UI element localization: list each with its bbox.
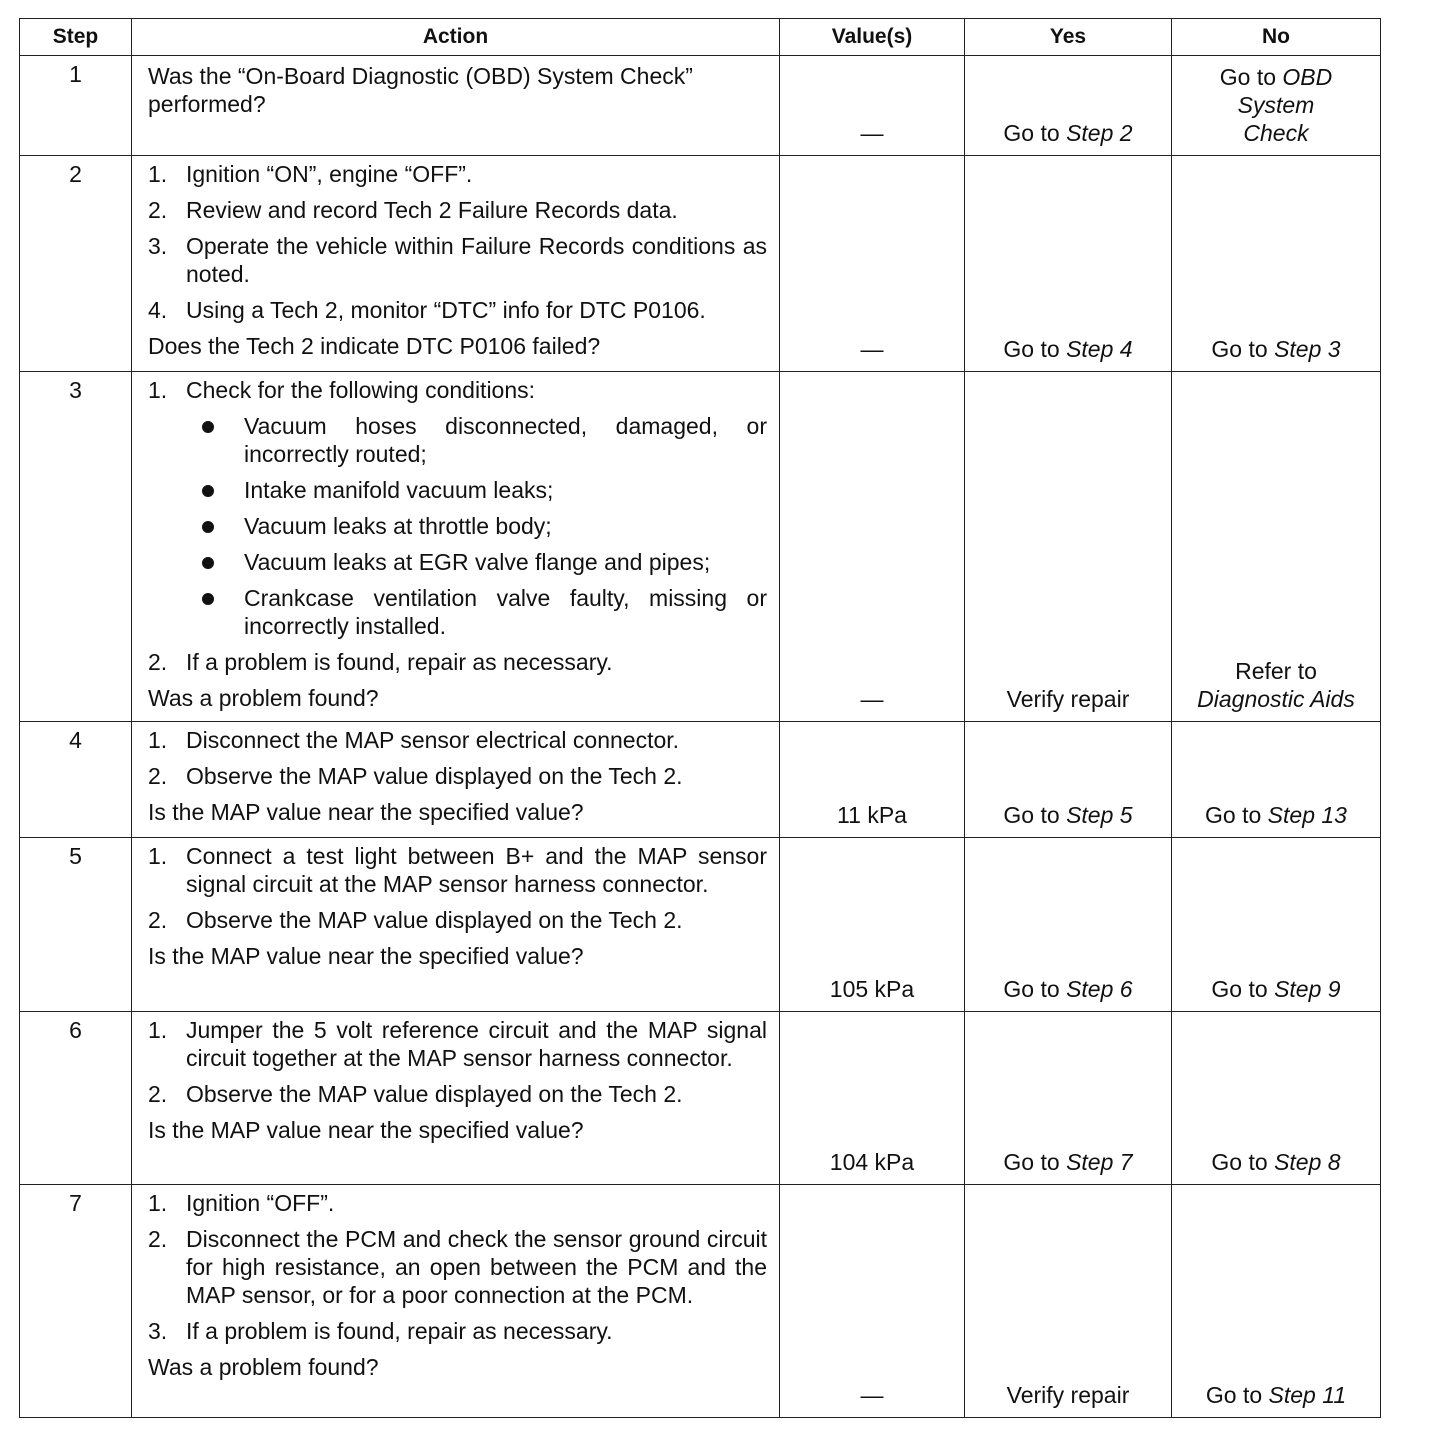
bullet-item [148,412,767,468]
item-text: Ignition “ON”, engine “OFF”. [186,161,473,187]
bullet-item [148,548,767,576]
no-text: Go to [1219,64,1283,90]
yes-cell [965,1012,1172,1185]
item-text: Observe the MAP value displayed on the Tech 2. [186,763,683,789]
no-ref: OBD System Check [1237,64,1333,146]
table-row [20,56,1381,156]
item-number: 2. [148,1226,168,1252]
item-number: 2. [148,197,168,223]
header-action: Action [132,19,780,56]
value-cell: — [780,1185,965,1418]
table-row [20,722,1381,838]
action-cell [132,1012,780,1185]
action-cell [132,156,780,372]
bullet-item [148,476,767,504]
table-row [20,372,1381,722]
value-cell: 105 kPa [780,838,965,1012]
no-text: Go to [1211,976,1275,1002]
yes-ref: Step 7 [1066,1149,1133,1175]
no-cell [1172,1185,1381,1418]
no-text: Go to [1211,336,1275,362]
header-row [20,19,1381,56]
action-item [148,842,767,898]
bullet-text: Vacuum hoses disconnected, damaged, or incorrectly routed; [244,413,767,467]
item-text: Disconnect the PCM and check the sensor ground circuit for high resistance, an open between the PCM and the MAP sensor, or for a poor connection at the PCM. [186,1226,767,1308]
item-text: If a problem is found, repair as necessary. [186,649,613,675]
yes-text: Go to [1003,976,1067,1002]
yes-cell [965,372,1172,722]
action-cell [132,56,780,156]
action-item [148,1225,767,1309]
yes-cell [965,722,1172,838]
item-text: Connect a test light between B+ and the MAP sensor signal circuit at the MAP sensor harness connector. [186,843,767,897]
bullet-text: Intake manifold vacuum leaks; [244,477,554,503]
no-cell [1172,56,1381,156]
value-cell: 104 kPa [780,1012,965,1185]
yes-text: Verify repair [1006,686,1130,712]
step-number: 3 [20,372,132,722]
action-item [148,1080,767,1108]
item-text: Observe the MAP value displayed on the Tech 2. [186,907,683,933]
no-cell [1172,1012,1381,1185]
no-text: Go to [1211,1149,1275,1175]
action-item [148,296,767,324]
item-number: 2. [148,1081,168,1107]
item-text: Operate the vehicle within Failure Records conditions as noted. [186,233,767,287]
item-text: Review and record Tech 2 Failure Records data. [186,197,678,223]
no-ref: Step 3 [1274,336,1341,362]
no-text: Refer to [1235,658,1317,684]
header-step: Step [20,19,132,56]
bullet-dot [202,521,214,533]
item-number: 1. [148,1190,168,1216]
yes-ref: Step 5 [1066,802,1133,828]
action-item [148,726,767,754]
item-number: 1. [148,161,168,187]
action-question: Is the MAP value near the specified value? [148,1117,584,1143]
action-item [148,1189,767,1217]
item-text: Disconnect the MAP sensor electrical connector. [186,727,680,753]
item-text: Check for the following conditions: [186,377,536,403]
bullet-text: Vacuum leaks at throttle body; [244,513,552,539]
item-text: If a problem is found, repair as necessary. [186,1318,613,1344]
diagnostic-table [19,18,1381,1418]
item-text: Jumper the 5 volt reference circuit and the MAP signal circuit together at the MAP sensor harness connector. [186,1017,767,1071]
bullet-text: Crankcase ventilation valve faulty, missing or incorrectly installed. [244,585,767,639]
action-item [148,648,767,676]
item-number: 1. [148,377,168,403]
action-item [148,1016,767,1072]
action-question: Was the “On-Board Diagnostic (OBD) System Check” performed? [148,63,693,117]
yes-cell [965,1185,1172,1418]
table-row [20,156,1381,372]
step-number: 2 [20,156,132,372]
value-cell: — [780,372,965,722]
item-text: Using a Tech 2, monitor “DTC” info for DTC P0106. [186,297,706,323]
item-number: 2. [148,907,168,933]
yes-text: Go to [1003,802,1067,828]
action-item [148,906,767,934]
header-no: No [1172,19,1381,56]
table-row [20,1012,1381,1185]
item-text: Observe the MAP value displayed on the Tech 2. [186,1081,683,1107]
item-number: 2. [148,763,168,789]
item-number: 4. [148,297,168,323]
action-cell [132,722,780,838]
action-item [148,232,767,288]
action-question: Is the MAP value near the specified value? [148,943,584,969]
no-cell [1172,372,1381,722]
yes-text: Verify repair [1006,1382,1130,1408]
table-row [20,838,1381,1012]
bullet-dot [202,485,214,497]
value-cell: — [780,156,965,372]
yes-cell [965,838,1172,1012]
action-question: Does the Tech 2 indicate DTC P0106 failed? [148,333,601,359]
action-item [148,196,767,224]
no-ref: Step 9 [1274,976,1341,1002]
step-number: 7 [20,1185,132,1418]
action-cell [132,1185,780,1418]
step-number: 1 [20,56,132,156]
value-cell: — [780,56,965,156]
yes-ref: Step 6 [1066,976,1133,1002]
no-text: Go to [1205,1382,1269,1408]
bullet-dot [202,421,214,433]
action-question: Was a problem found? [148,1354,379,1380]
bullet-text: Vacuum leaks at EGR valve flange and pipes; [244,549,711,575]
step-number: 6 [20,1012,132,1185]
action-cell [132,838,780,1012]
no-cell [1172,156,1381,372]
value-cell: 11 kPa [780,722,965,838]
yes-ref: Step 4 [1066,336,1133,362]
item-number: 3. [148,1318,168,1344]
item-text: Ignition “OFF”. [186,1190,335,1216]
bullet-dot [202,557,214,569]
step-number: 4 [20,722,132,838]
bullet-item [148,512,767,540]
header-yes: Yes [965,19,1172,56]
step-number: 5 [20,838,132,1012]
yes-text: Go to [1003,1149,1067,1175]
item-number: 3. [148,233,168,259]
yes-text: Go to [1003,120,1067,146]
item-number: 1. [148,727,168,753]
item-number: 1. [148,1017,168,1043]
no-text: Go to [1205,802,1268,828]
header-values: Value(s) [780,19,965,56]
yes-cell [965,56,1172,156]
yes-cell [965,156,1172,372]
no-ref: Step 8 [1274,1149,1341,1175]
item-number: 1. [148,843,168,869]
no-cell [1172,838,1381,1012]
action-cell [132,372,780,722]
no-ref: Step 11 [1268,1382,1347,1408]
item-number: 2. [148,649,168,675]
bullet-dot [202,593,214,605]
no-ref: Step 13 [1267,802,1347,828]
action-question: Was a problem found? [148,685,379,711]
no-ref: Diagnostic Aids [1197,686,1355,712]
yes-ref: Step 2 [1066,120,1133,146]
bullet-item [148,584,767,640]
no-cell [1172,722,1381,838]
action-item [148,1317,767,1345]
action-item [148,376,767,404]
action-question: Is the MAP value near the specified value? [148,799,584,825]
action-item [148,160,767,188]
table-row [20,1185,1381,1418]
yes-text: Go to [1003,336,1067,362]
action-item [148,762,767,790]
